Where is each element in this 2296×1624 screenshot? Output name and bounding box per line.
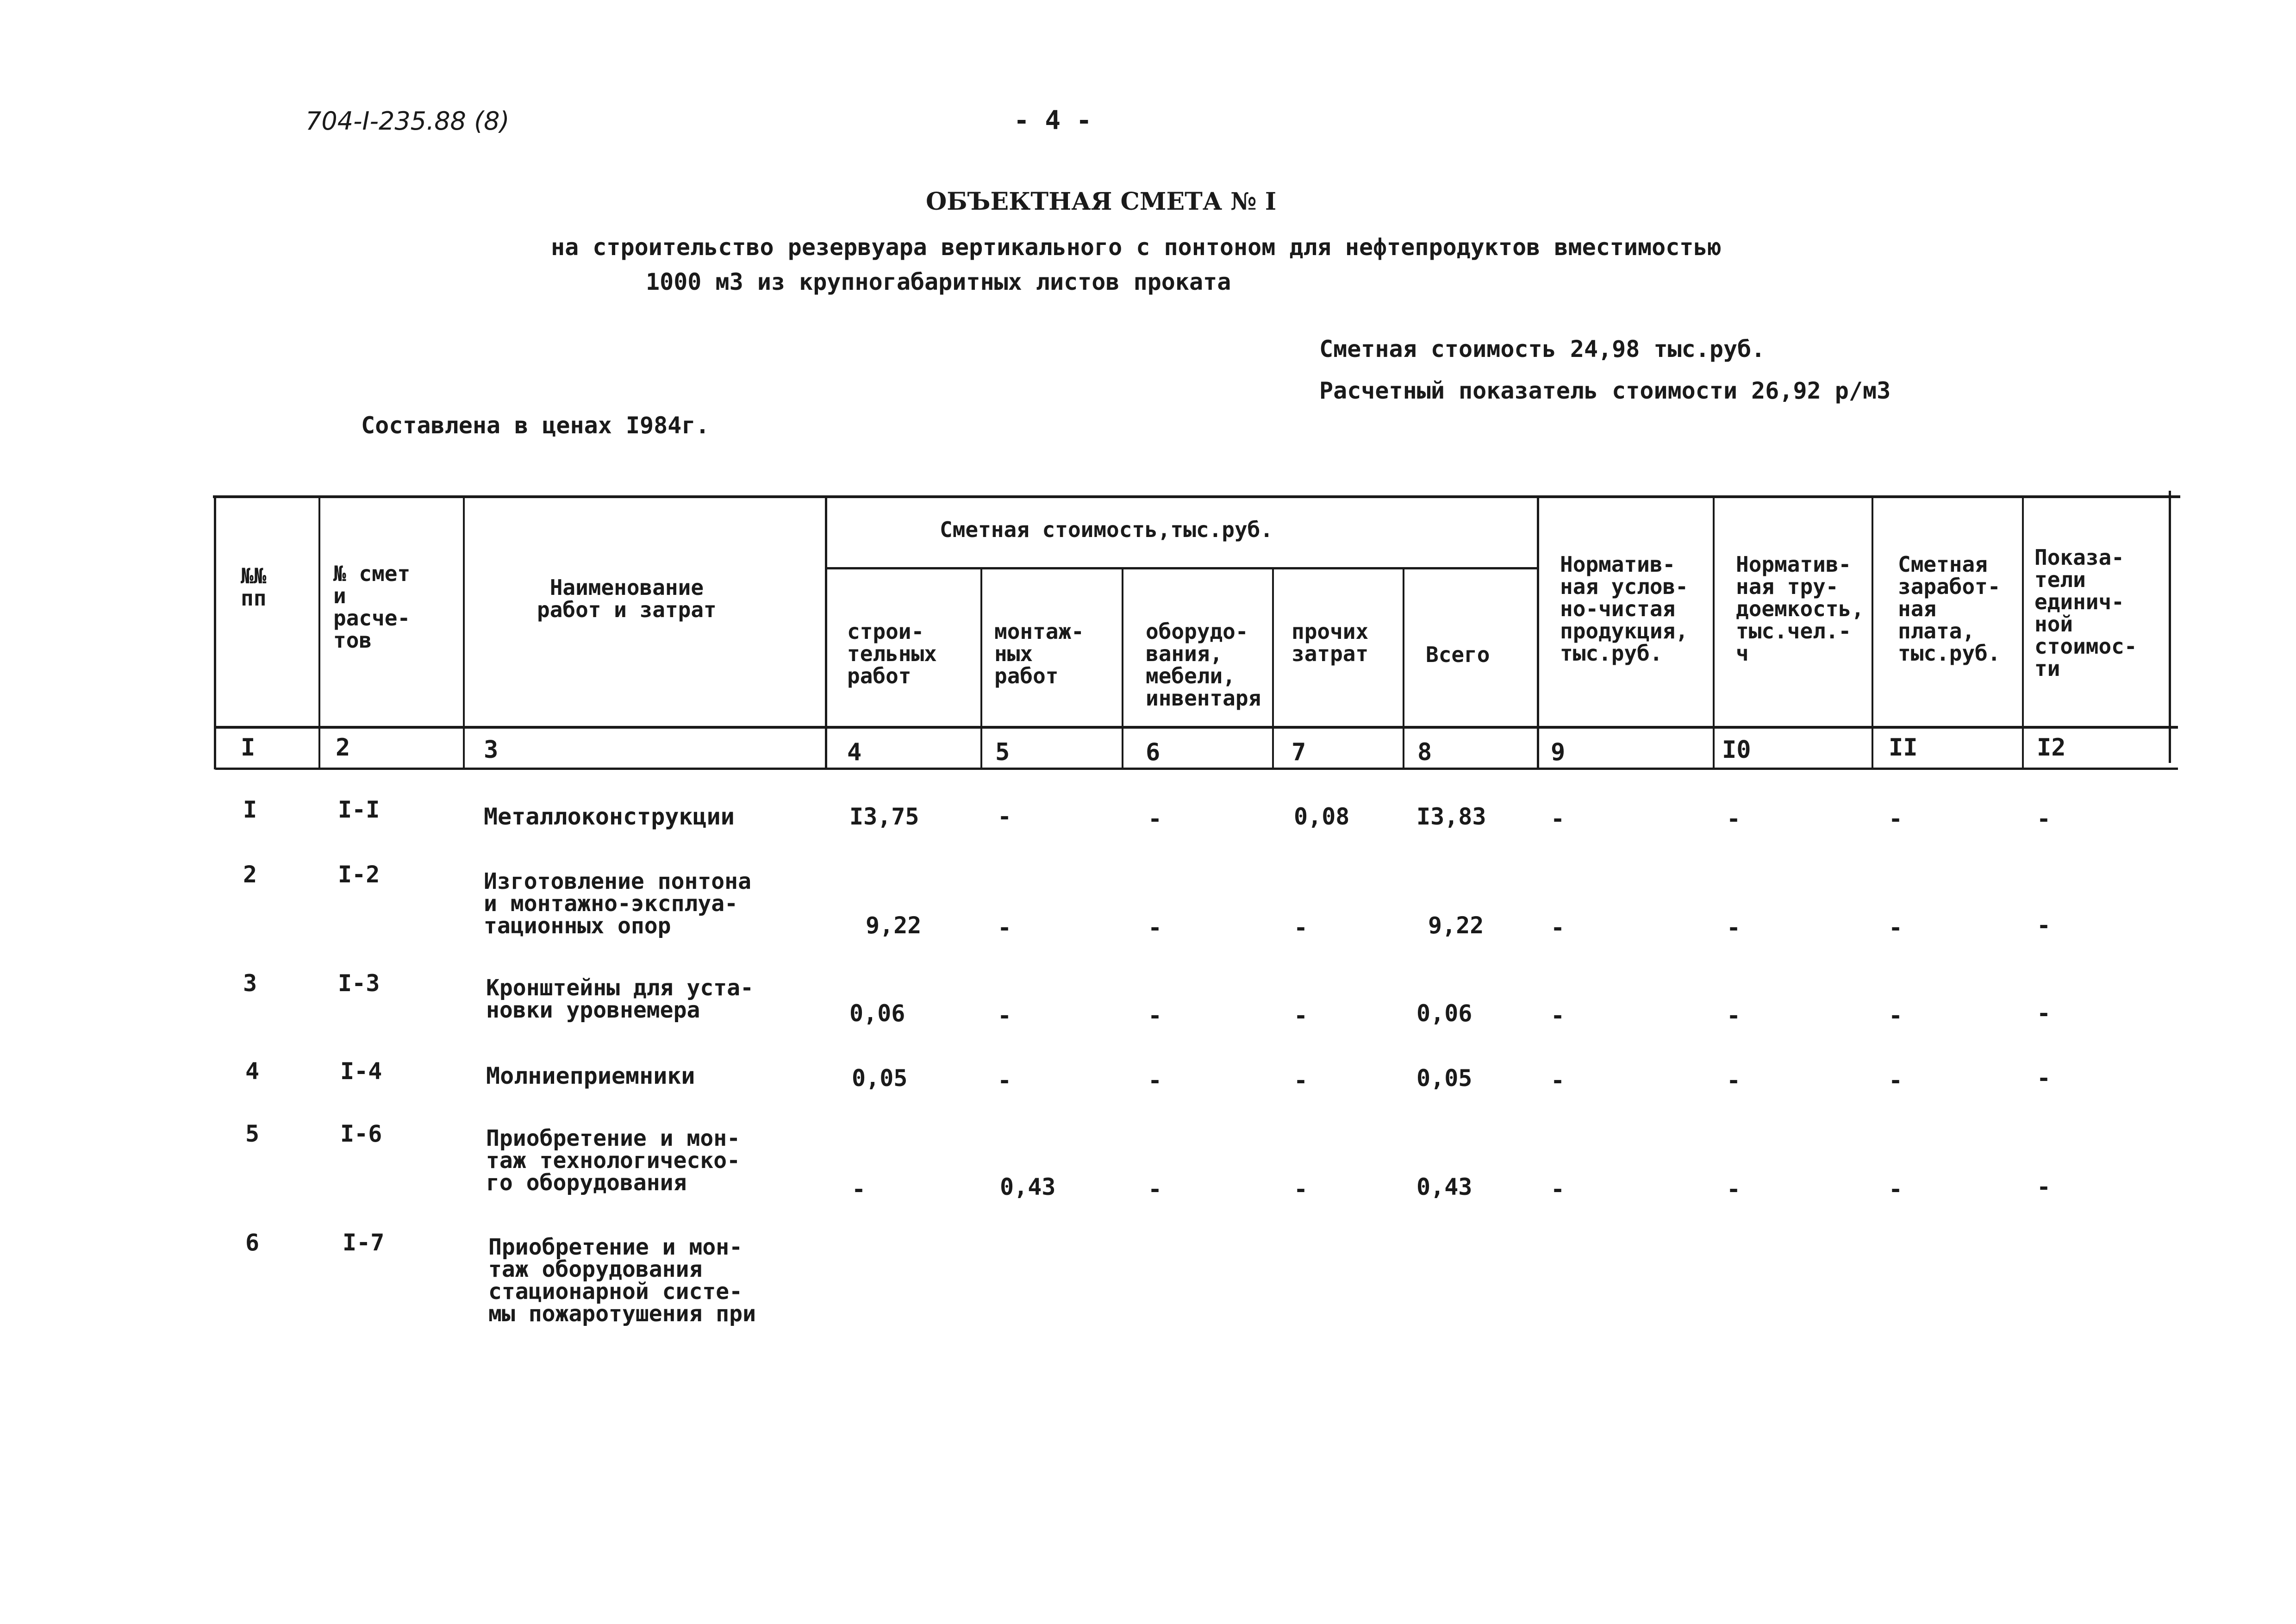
row-net-product: - (1551, 1067, 1565, 1094)
row-wage: - (1889, 1002, 1903, 1029)
row-labor: - (1727, 1176, 1741, 1203)
row-construction: - (852, 1176, 866, 1203)
row-construction: 0,06 (849, 1000, 905, 1027)
col-number-4: 4 (847, 738, 862, 766)
row-total: 0,05 (1416, 1065, 1472, 1092)
col-header-12: Показа- тели единич- ной стоимос- ти (2034, 545, 2137, 681)
row-number: I (243, 796, 257, 823)
document-title: ОБЪЕКТНАЯ СМЕТА № I (926, 187, 1277, 216)
col-number-7: 7 (1292, 738, 1306, 766)
col-header-1: №№ пп (241, 563, 267, 611)
row-unit-cost: - (2037, 806, 2051, 832)
row-net-product: - (1551, 914, 1565, 941)
col-number-3: 3 (484, 736, 499, 764)
col-header-6: оборудо- вания, мебели, инвентаря (1146, 619, 1261, 711)
col-number-5: 5 (995, 738, 1010, 766)
row-labor: - (1727, 1002, 1741, 1029)
row-equipment: - (1148, 806, 1162, 832)
row-installation: - (998, 914, 1012, 941)
col-header-11: Сметная заработ- ная плата, тыс.руб. (1898, 552, 2001, 666)
col-number-1: I (241, 734, 256, 762)
row-ref: I-4 (340, 1058, 382, 1085)
col-header-2: № смет и расче- тов (333, 561, 411, 653)
row-unit-cost: - (2037, 912, 2051, 939)
estimated-cost: Сметная стоимость 24,98 тыс.руб. (1319, 336, 1766, 362)
row-installation: - (998, 803, 1012, 830)
row-ref: I-2 (338, 861, 380, 888)
cost-indicator: Расчетный показатель стоимости 26,92 р/м3 (1319, 377, 1891, 404)
row-installation: - (998, 1067, 1012, 1094)
row-total: 0,43 (1416, 1174, 1472, 1200)
subtitle-line-2: 1000 м3 из крупногабаритных листов проката (646, 269, 1231, 295)
col-header-8: Всего (1426, 642, 1490, 667)
row-wage: - (1889, 1067, 1903, 1094)
col-number-11: II (1889, 734, 1918, 762)
row-number: 4 (245, 1058, 260, 1085)
col-number-10: I0 (1722, 736, 1751, 764)
col-header-4: строи- тельных работ (847, 619, 937, 688)
prices-note: Составлена в ценах I984г. (361, 412, 710, 439)
row-ref: I-7 (343, 1229, 385, 1256)
row-other: - (1294, 914, 1308, 941)
row-number: 5 (245, 1120, 260, 1147)
row-unit-cost: - (2037, 1000, 2051, 1027)
col-number-12: I2 (2037, 734, 2066, 762)
row-number: 6 (245, 1229, 260, 1256)
col-number-9: 9 (1551, 738, 1566, 766)
page-number: - 4 - (1014, 106, 1092, 136)
row-equipment: - (1148, 1002, 1162, 1029)
row-other: - (1294, 1067, 1308, 1094)
row-name: Приобретение и мон- таж оборудования стационарной систе- мы пожаротушения при (488, 1234, 756, 1327)
row-other: - (1294, 1002, 1308, 1029)
row-wage: - (1889, 914, 1903, 941)
document-code: 704-I-235.88 (8) (306, 106, 510, 136)
col-number-2: 2 (336, 734, 350, 762)
row-name: Изготовление понтона и монтажно-эксплуа- тационных опор (484, 868, 751, 939)
col-header-9: Норматив- ная услов- но-чистая продукция, тыс.руб. (1560, 552, 1688, 666)
row-equipment: - (1148, 1176, 1162, 1203)
group-header-estimated-cost: Сметная стоимость,тыс.руб. (940, 517, 1273, 542)
row-total: 9,22 (1428, 912, 1484, 939)
row-wage: - (1889, 806, 1903, 832)
row-total: I3,83 (1416, 803, 1486, 830)
row-net-product: - (1551, 1002, 1565, 1029)
row-ref: I-6 (340, 1120, 382, 1147)
row-labor: - (1727, 1067, 1741, 1094)
col-header-10: Норматив- ная тру- доемкость, тыс.чел.- ч (1736, 552, 1864, 666)
row-installation: - (998, 1002, 1012, 1029)
row-name: Молниеприемники (486, 1062, 695, 1089)
col-number-8: 8 (1417, 738, 1432, 766)
row-equipment: - (1148, 914, 1162, 941)
row-other: 0,08 (1294, 803, 1350, 830)
row-construction: I3,75 (849, 803, 919, 830)
col-number-6: 6 (1146, 738, 1160, 766)
row-net-product: - (1551, 1176, 1565, 1203)
row-equipment: - (1148, 1067, 1162, 1094)
row-construction: 9,22 (866, 912, 922, 939)
row-construction: 0,05 (852, 1065, 908, 1092)
row-unit-cost: - (2037, 1065, 2051, 1092)
row-number: 3 (243, 970, 257, 997)
row-installation: 0,43 (1000, 1174, 1056, 1200)
row-wage: - (1889, 1176, 1903, 1203)
subtitle-line-1: на строительство резервуара вертикального с понтоном для нефтепродуктов вместимостью (551, 234, 1722, 261)
row-name: Приобретение и мон- таж технологическо- го оборудования (486, 1125, 741, 1196)
row-name: Металлоконструкции (484, 803, 735, 830)
col-header-3: Наименование работ и затрат (537, 575, 717, 622)
row-total: 0,06 (1416, 1000, 1472, 1027)
row-number: 2 (243, 861, 257, 888)
row-ref: I-3 (338, 970, 380, 997)
row-other: - (1294, 1176, 1308, 1203)
row-unit-cost: - (2037, 1174, 2051, 1200)
row-name: Кронштейны для уста- новки уровнемера (486, 975, 754, 1023)
col-header-7: прочих затрат (1292, 619, 1369, 666)
col-header-5: монтаж- ных работ (994, 619, 1084, 688)
row-labor: - (1727, 806, 1741, 832)
row-net-product: - (1551, 806, 1565, 832)
row-ref: I-I (338, 796, 380, 823)
row-labor: - (1727, 914, 1741, 941)
